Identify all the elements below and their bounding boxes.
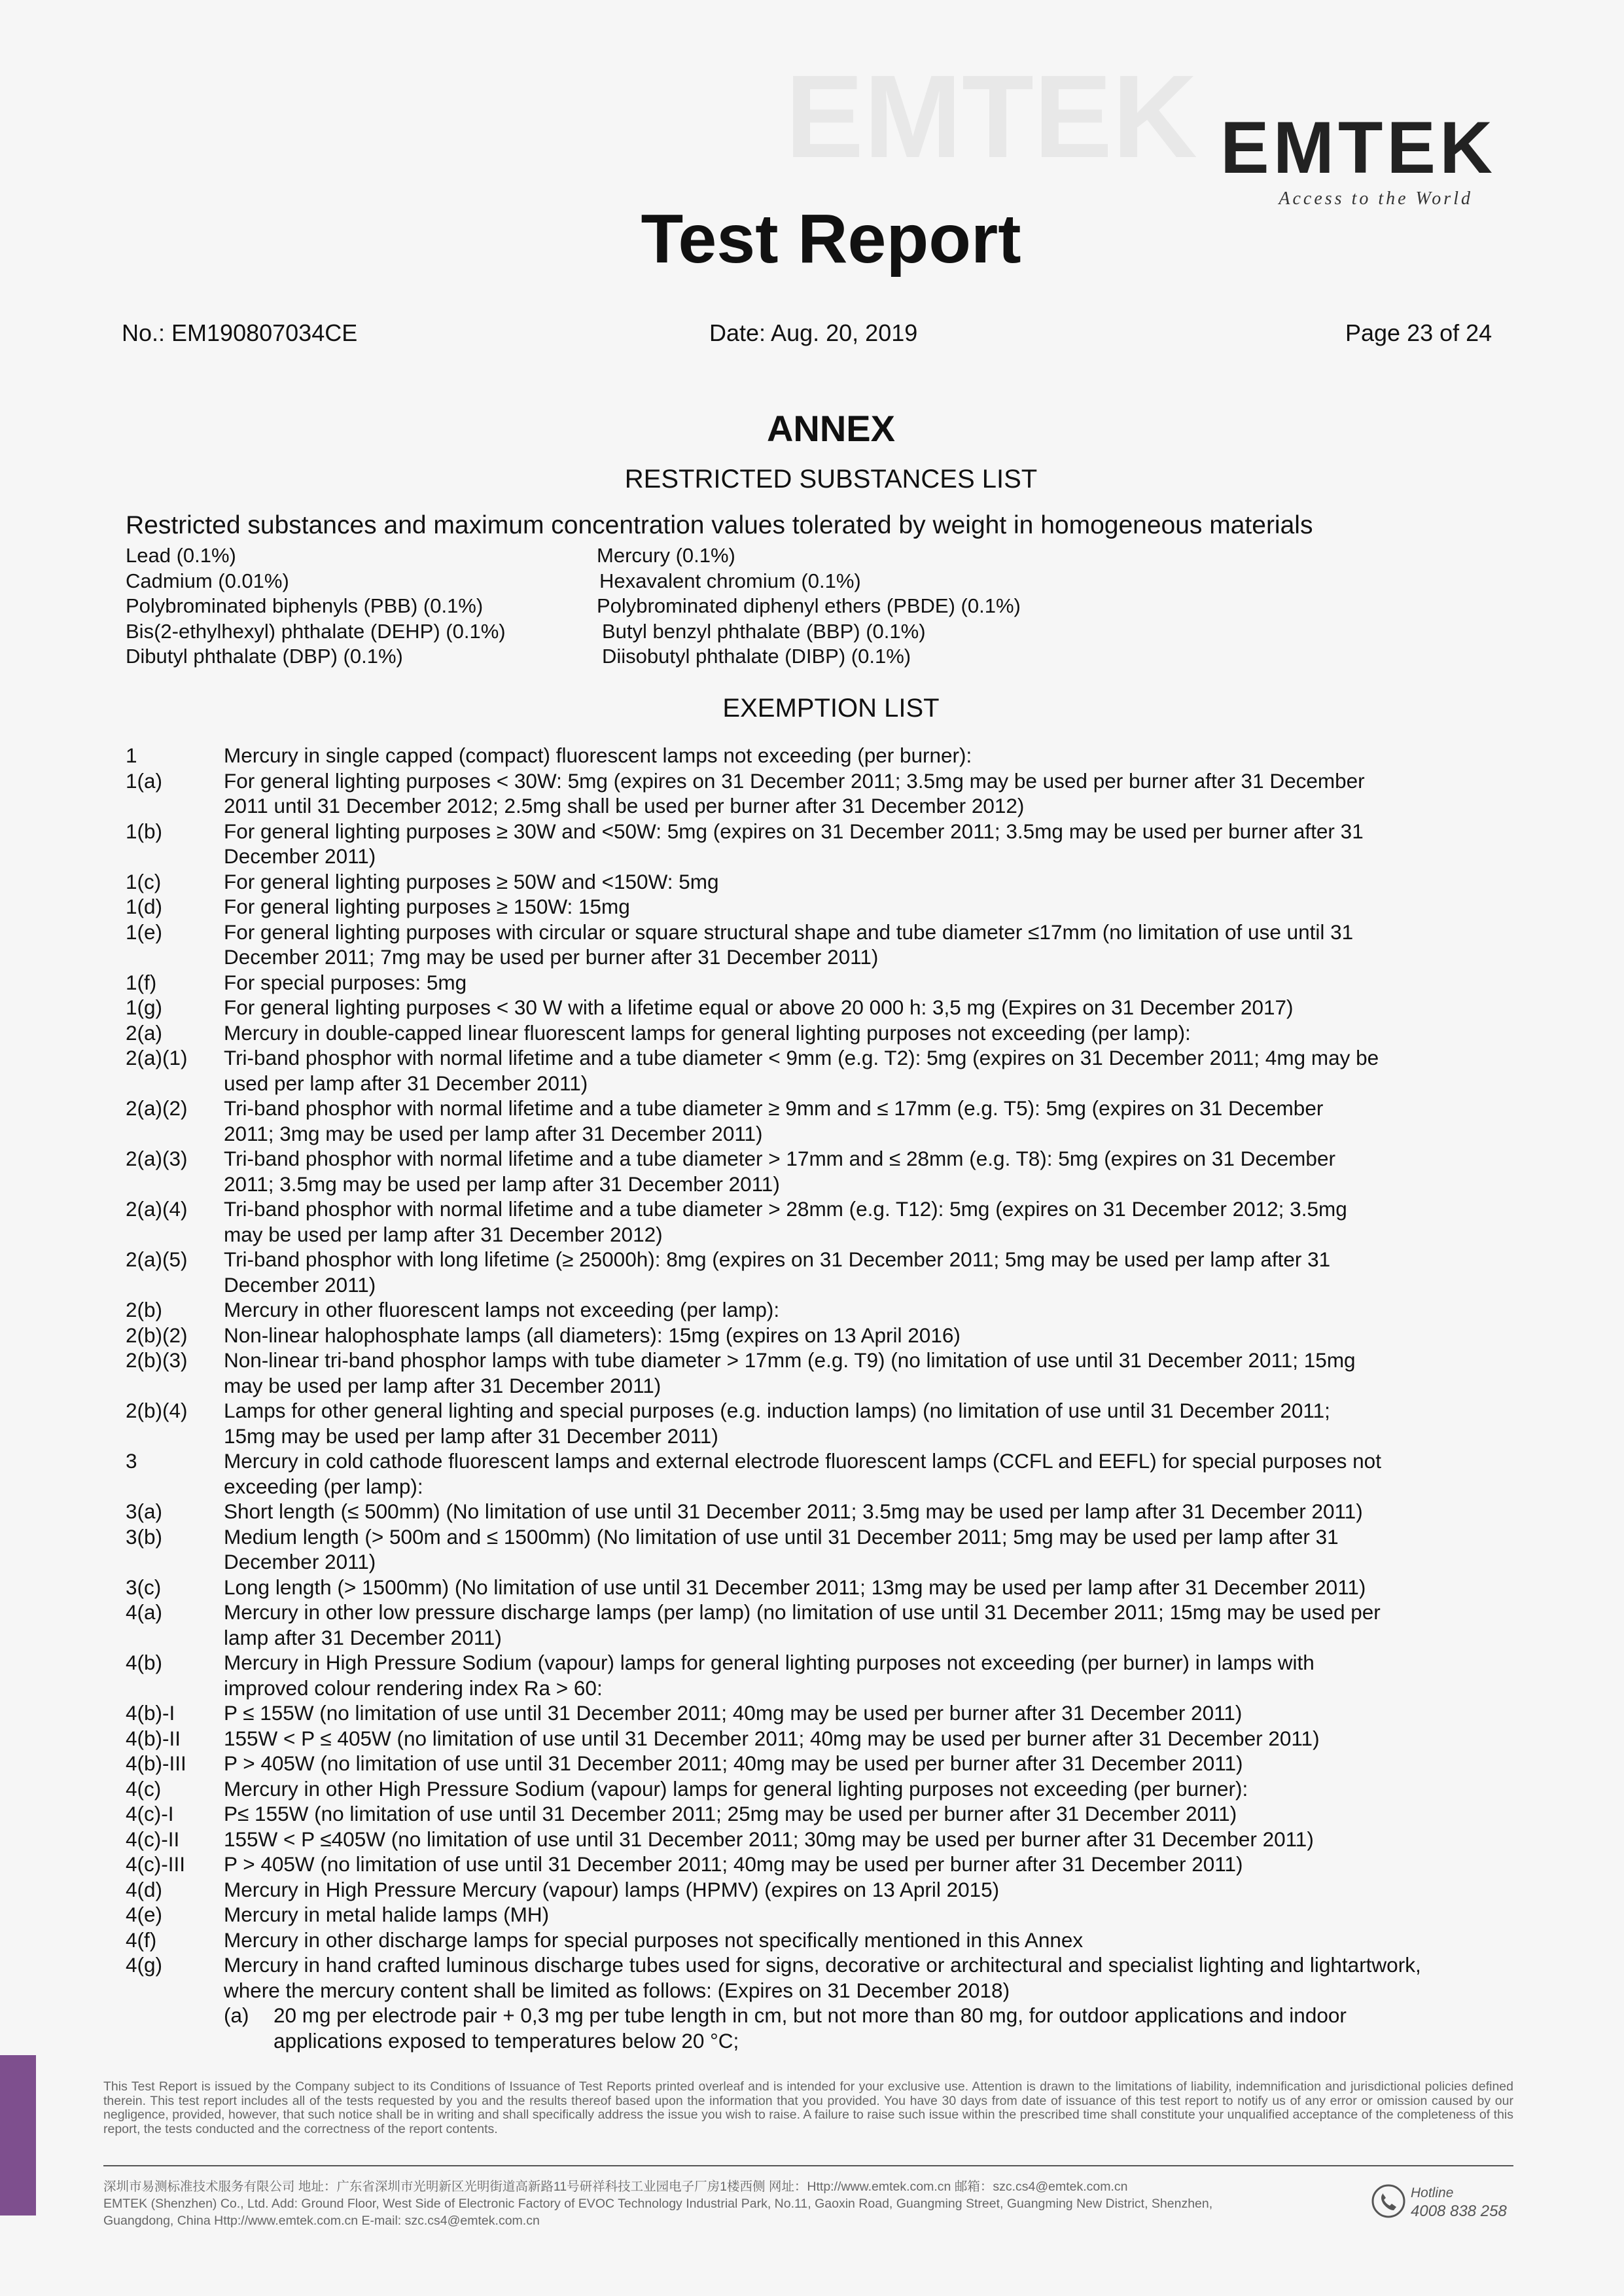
exemption-text: used per lamp after 31 December 2011) [224, 1071, 588, 1095]
exemption-code: 2(b)(2) [126, 1323, 188, 1347]
exemption-text: Non-linear tri-band phosphor lamps with tube diameter > 17mm (e.g. T9) (no limitation of use until 31 December 2011; 15mg [224, 1348, 1356, 1372]
substance-item: Polybrominated diphenyl ethers (PBDE) (0.1%) [597, 594, 1021, 617]
exemption-text: Mercury in metal halide lamps (MH) [224, 1903, 550, 1926]
exemption-text: Mercury in other High Pressure Sodium (vapour) lamps for general lighting purposes not exceeding (per burner): [224, 1776, 1248, 1801]
exemption-text: improved colour rendering index Ra > 60: [224, 1676, 603, 1700]
exemption-code: 4(g) [126, 1953, 163, 1977]
exemption-code: 1(c) [126, 869, 162, 893]
exemption-text: For general lighting purposes < 30W: 5mg (expires on 31 December 2011; 3.5mg may be used per burner after 31 December [224, 768, 1365, 793]
hotline-label: Hotline [1411, 2185, 1454, 2200]
company-address [103, 2178, 1347, 2229]
exemption-code: 1(b) [126, 819, 163, 843]
exemption-text: lamp after 31 December 2011) [224, 1625, 502, 1649]
exemption-code: 4(b)-III [126, 1751, 186, 1775]
exemption-text: Tri-band phosphor with normal lifetime and a tube diameter ≥ 9mm and ≤ 17mm (e.g. T5): 5mg (expires on 31 December [224, 1096, 1324, 1120]
exemption-text: 15mg may be used per lamp after 31 December 2011) [224, 1424, 718, 1448]
exemption-text: Mercury in High Pressure Mercury (vapour) lamps (HPMV) (expires on 13 April 2015) [224, 1877, 1000, 1901]
exemption-text: For general lighting purposes with circular or square structural shape and tube diameter ≤17mm (no limitation of use until 31 [224, 920, 1354, 944]
exemption-code: 2(a)(2) [126, 1096, 188, 1120]
exemption-text: Tri-band phosphor with long lifetime (≥ 25000h): 8mg (expires on 31 December 2011; 5mg may be used per lamp after 31 [224, 1247, 1331, 1271]
logo-tagline: Access to the World [1279, 188, 1473, 209]
exemption-code: 4(c)-II [126, 1827, 180, 1851]
exemption-code: 2(b)(4) [126, 1399, 188, 1422]
exemption-code: 1(d) [126, 895, 163, 918]
exemption-text: exceeding (per lamp): [224, 1474, 423, 1498]
address-english-line-2: Guangdong, China Http://www.emtek.com.cn E-mail: szc.cs4@emtek.com.cn [103, 2214, 540, 2228]
substance-item: Cadmium (0.01%) [126, 569, 289, 592]
exemption-text: Mercury in hand crafted luminous discharge tubes used for signs, decorative or architectural and specialist lighting and lightartwork, [224, 1953, 1421, 1977]
exemption-text: may be used per lamp after 31 December 2012) [224, 1222, 663, 1246]
exemption-code: 1(f) [126, 970, 157, 994]
exemption-code: 4(e) [126, 1903, 163, 1926]
exemption-text: For special purposes: 5mg [224, 970, 467, 994]
exemption-text: Lamps for other general lighting and special purposes (e.g. induction lamps) (no limitation of use until 31 December 2011; [224, 1399, 1330, 1422]
phone-icon [1370, 2183, 1407, 2219]
exemption-code: 1(g) [126, 996, 163, 1019]
restricted-substances-heading: RESTRICTED SUBSTANCES LIST [624, 465, 1038, 493]
exemption-text: Short length (≤ 500mm) (No limitation of use until 31 December 2011; 3.5mg may be used per lamp after 31 December 2011) [224, 1499, 1363, 1523]
exemption-text: December 2011) [224, 1272, 376, 1297]
exemption-code: 4(c)-I [126, 1802, 174, 1825]
substance-item: Hexavalent chromium (0.1%) [599, 569, 861, 592]
exemption-code: 2(b)(3) [126, 1348, 188, 1372]
hotline [1370, 2183, 1514, 2222]
exemption-code: 1 [126, 744, 137, 767]
exemption-text: where the mercury content shall be limited as follows: (Expires on 31 December 2018) [224, 1978, 1010, 2002]
exemption-text: December 2011; 7mg may be used per burner after 31 December 2011) [224, 945, 879, 969]
logo-text: EMTEK [1220, 107, 1496, 188]
address-english-line-1: EMTEK (Shenzhen) Co., Ltd. Add: Ground Floor, West Side of Electronic Factory of EVOC Technology Industrial Park, No.11, Gaoxin Road, Guangming Street, Guangming New District, Shenzhen, [103, 2197, 1213, 2211]
exemption-text: For general lighting purposes ≥ 50W and <150W: 5mg [224, 869, 719, 893]
substance-item: Dibutyl phthalate (DBP) (0.1%) [126, 645, 403, 668]
restricted-substances-intro: Restricted substances and maximum concentration values tolerated by weight in homogeneous materials [126, 511, 1313, 539]
page-number: Page 23 of 24 [1345, 319, 1492, 346]
exemption-text: Mercury in High Pressure Sodium (vapour) lamps for general lighting purposes not exceeding (per burner) in lamps with [224, 1651, 1315, 1674]
exemption-text: 2011; 3.5mg may be used per lamp after 31 December 2011) [224, 1172, 780, 1196]
exemption-code: 4(a) [126, 1600, 163, 1624]
exemption-subitem-text: applications exposed to temperatures below 20 °C; [274, 2028, 739, 2053]
address-chinese: 深圳市易测标准技术服务有限公司 地址：广东省深圳市光明新区光明街道高新路11号研祥科技工业园电子厂房1楼西侧 网址：Http://www.emtek.com.cn 邮箱：szc.cs4@emtek.com.cn [103, 2179, 1128, 2194]
exemption-text: Mercury in other fluorescent lamps not exceeding (per lamp): [224, 1298, 780, 1321]
exemption-text: 2011 until 31 December 2012; 2.5mg shall be used per burner after 31 December 2012) [224, 794, 1025, 817]
report-number: No.: EM190807034CE [122, 319, 358, 346]
exemption-text: Tri-band phosphor with normal lifetime and a tube diameter > 28mm (e.g. T12): 5mg (expires on 31 December 2012; 3.5mg [224, 1197, 1347, 1221]
exemption-subitem-text: 20 mg per electrode pair + 0,3 mg per tube length in cm, but not more than 80 mg, for outdoor applications and indoor [274, 2003, 1347, 2027]
exemption-text: Long length (> 1500mm) (No limitation of use until 31 December 2011; 13mg may be used per lamp after 31 December 2011) [224, 1575, 1366, 1599]
exemption-text: Tri-band phosphor with normal lifetime and a tube diameter < 9mm (e.g. T2): 5mg (expires on 31 December 2011; 4mg may be [224, 1046, 1379, 1069]
exemption-code: 1(e) [126, 920, 163, 944]
exemption-code: 3 [126, 1449, 137, 1473]
exemption-text: For general lighting purposes ≥ 150W: 15mg [224, 895, 630, 918]
exemption-code: 4(f) [126, 1928, 157, 1952]
substance-item: Bis(2-ethylhexyl) phthalate (DEHP) (0.1%) [126, 619, 506, 643]
substances-left-column [126, 543, 506, 670]
footer-divider [103, 2165, 1513, 2166]
exemption-text: For general lighting purposes < 30 W with a lifetime equal or above 20 000 h: 3,5 mg (Expires on 31 December 2017) [224, 996, 1294, 1019]
exemption-code: 4(b)-II [126, 1726, 181, 1750]
exemption-text: Mercury in other discharge lamps for special purposes not specifically mentioned in this Annex [224, 1928, 1084, 1952]
substance-item: Butyl benzyl phthalate (BBP) (0.1%) [602, 619, 926, 643]
exemption-code: 1(a) [126, 768, 163, 793]
exemption-text: P > 405W (no limitation of use until 31 December 2011; 40mg may be used per burner after 31 December 2011) [224, 1751, 1243, 1775]
page-title: Test Report [641, 200, 1021, 278]
exemption-code: 3(a) [126, 1499, 163, 1523]
svg-text:EMTEK: EMTEK [785, 51, 1197, 183]
exemption-text: P > 405W (no limitation of use until 31 December 2011; 40mg may be used per burner after 31 December 2011) [224, 1852, 1243, 1876]
exemption-text: may be used per lamp after 31 December 2011) [224, 1373, 662, 1397]
exemption-code: 2(a)(4) [126, 1197, 188, 1221]
exemption-text: December 2011) [224, 1550, 376, 1573]
substance-item: Diisobutyl phthalate (DIBP) (0.1%) [602, 645, 911, 668]
hotline-number: 4008 838 258 [1411, 2202, 1507, 2220]
exemption-code: 4(b) [126, 1651, 163, 1674]
exemption-code: 4(c)-III [126, 1852, 185, 1876]
exemption-text: Mercury in single capped (compact) fluorescent lamps not exceeding (per burner): [224, 744, 972, 767]
exemption-code: 4(c) [126, 1776, 162, 1801]
exemption-text: Medium length (> 500m and ≤ 1500mm) (No limitation of use until 31 December 2011; 5mg may be used per lamp after 31 [224, 1524, 1339, 1549]
exemption-code: 4(b)-I [126, 1701, 175, 1725]
exemption-text: For general lighting purposes ≥ 30W and <50W: 5mg (expires on 31 December 2011; 3.5mg may be used per burner after 31 [224, 819, 1364, 843]
exemption-code: 2(a)(3) [126, 1147, 188, 1170]
exemption-text: Mercury in double-capped linear fluorescent lamps for general lighting purposes not exceeding (per lamp): [224, 1020, 1191, 1045]
exemption-code: 2(a)(1) [126, 1046, 188, 1069]
exemption-text: 155W < P ≤405W (no limitation of use until 31 December 2011; 30mg may be used per burner after 31 December 2011) [224, 1827, 1314, 1851]
exemption-subitem-label: (a) [224, 2003, 249, 2027]
exemption-code: 2(b) [126, 1298, 163, 1321]
exemption-text: Mercury in other low pressure discharge lamps (per lamp) (no limitation of use until 31 December 2011; 15mg may be used per [224, 1600, 1381, 1624]
exemption-text: 2011; 3mg may be used per lamp after 31 December 2011) [224, 1121, 763, 1145]
substance-item: Mercury (0.1%) [597, 544, 735, 567]
annex-heading: ANNEX [766, 408, 896, 449]
exemption-code: 2(a)(5) [126, 1247, 188, 1271]
substance-item: Lead (0.1%) [126, 544, 236, 567]
side-accent-bar [0, 2055, 36, 2215]
exemption-text: 155W < P ≤ 405W (no limitation of use until 31 December 2011; 40mg may be used per burner after 31 December 2011) [224, 1726, 1320, 1750]
legal-disclaimer: This Test Report is issued by the Company subject to its Conditions of Issuance of Test Reports printed overleaf and is intended for your exclusive use. Attention is drawn to the limitations of liability, indemnification and jurisdictional policies defined therein. This test report includes all of the tests requested by you and the results thereof based upon the information that you provided. You have 30 days from date of issuance of this test report to notify us of any error or omission caused by our negligence, provided, however, that such notice shall be in writing and shall specifically address the issue you wish to raise. A failure to raise such issue within the prescribed time shall constitute your unqualified acceptance of the completeness of this report, the tests conducted and the correctness of the report contents. [103, 2079, 1513, 2136]
exemption-code: 3(b) [126, 1524, 163, 1549]
exemption-text: P≤ 155W (no limitation of use until 31 December 2011; 25mg may be used per burner after 31 December 2011) [224, 1802, 1237, 1825]
exemption-code: 2(a) [126, 1020, 163, 1045]
exemption-text: P ≤ 155W (no limitation of use until 31 December 2011; 40mg may be used per burner after 31 December 2011) [224, 1701, 1243, 1725]
exemption-text: Mercury in cold cathode fluorescent lamps and external electrode fluorescent lamps (CCFL and EEFL) for special purposes not [224, 1449, 1381, 1473]
substance-item: Polybrominated biphenyls (PBB) (0.1%) [126, 594, 484, 617]
exemption-code: 3(c) [126, 1575, 162, 1599]
exemption-text: Tri-band phosphor with normal lifetime and a tube diameter > 17mm and ≤ 28mm (e.g. T8): 5mg (expires on 31 December [224, 1147, 1335, 1170]
report-date: Date: Aug. 20, 2019 [709, 319, 918, 346]
exemption-code: 4(d) [126, 1877, 163, 1901]
exemption-text: Non-linear halophosphate lamps (all diameters): 15mg (expires on 13 April 2016) [224, 1323, 961, 1347]
exemption-list-heading: EXEMPTION LIST [722, 694, 940, 723]
substances-right-column [597, 543, 1021, 670]
emtek-logo [1220, 107, 1496, 209]
exemption-text: December 2011) [224, 844, 376, 868]
